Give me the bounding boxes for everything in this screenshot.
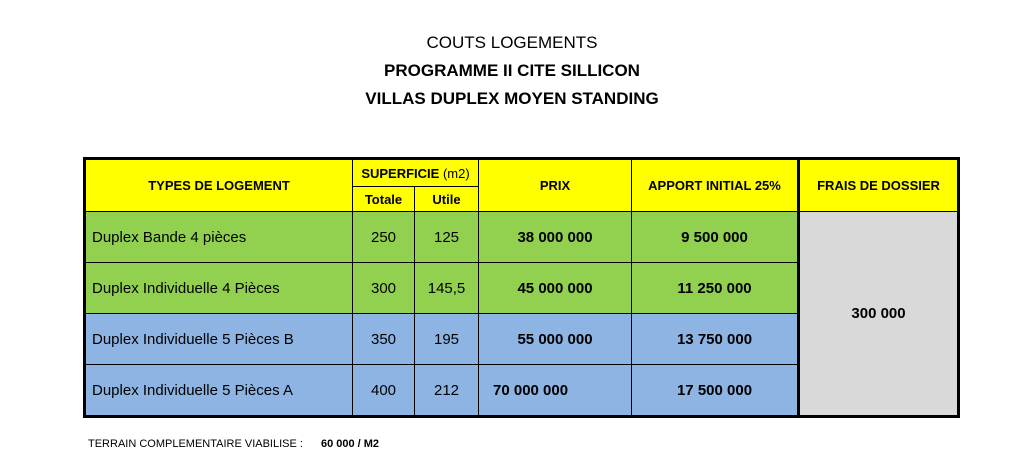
- cell-prix: 55 000 000: [479, 314, 632, 365]
- cell-utile: 212: [415, 365, 479, 417]
- cell-totale: 400: [353, 365, 415, 417]
- cell-apport: 11 250 000: [632, 263, 799, 314]
- category-title: VILLAS DUPLEX MOYEN STANDING: [365, 89, 659, 108]
- header-utile: Utile: [415, 187, 479, 212]
- cell-utile: 145,5: [415, 263, 479, 314]
- header-prix: PRIX: [479, 159, 632, 212]
- cell-utile: 125: [415, 212, 479, 263]
- header-superficie-unit: (m2): [439, 165, 470, 181]
- cell-totale: 300: [353, 263, 415, 314]
- cell-apport: 9 500 000: [632, 212, 799, 263]
- footer-value: 60 000 / M2: [320, 438, 380, 450]
- cell-apport: 13 750 000: [632, 314, 799, 365]
- cell-prix: 45 000 000: [479, 263, 632, 314]
- header-superficie-label: SUPERFICIE: [361, 165, 440, 181]
- cell-type: Duplex Individuelle 5 Pièces A: [85, 365, 353, 417]
- program-title: PROGRAMME II CITE SILLICON: [384, 61, 640, 80]
- cell-type: Duplex Bande 4 pièces: [85, 212, 353, 263]
- footer-note: [88, 438, 379, 450]
- cell-prix: 70 000 000: [479, 365, 632, 417]
- doc-title: COUTS LOGEMENTS: [426, 33, 598, 52]
- header-apport: APPORT INITIAL 25%: [632, 159, 799, 212]
- header-frais: FRAIS DE DOSSIER: [799, 159, 959, 212]
- header-types: TYPES DE LOGEMENT: [85, 159, 353, 212]
- header-totale: Totale: [353, 187, 415, 212]
- cell-totale: 250: [353, 212, 415, 263]
- table-row: [85, 212, 959, 263]
- housing-costs-table: [83, 157, 960, 418]
- header-superficie: [353, 159, 479, 187]
- footer-label: TERRAIN COMPLEMENTAIRE VIABILISE :: [88, 438, 303, 450]
- cell-type: Duplex Individuelle 4 Pièces: [85, 263, 353, 314]
- cell-utile: 195: [415, 314, 479, 365]
- cell-totale: 350: [353, 314, 415, 365]
- cell-prix: 38 000 000: [479, 212, 632, 263]
- cell-frais-dossier: 300 000: [799, 212, 959, 417]
- cell-apport: 17 500 000: [632, 365, 799, 417]
- cell-type: Duplex Individuelle 5 Pièces B: [85, 314, 353, 365]
